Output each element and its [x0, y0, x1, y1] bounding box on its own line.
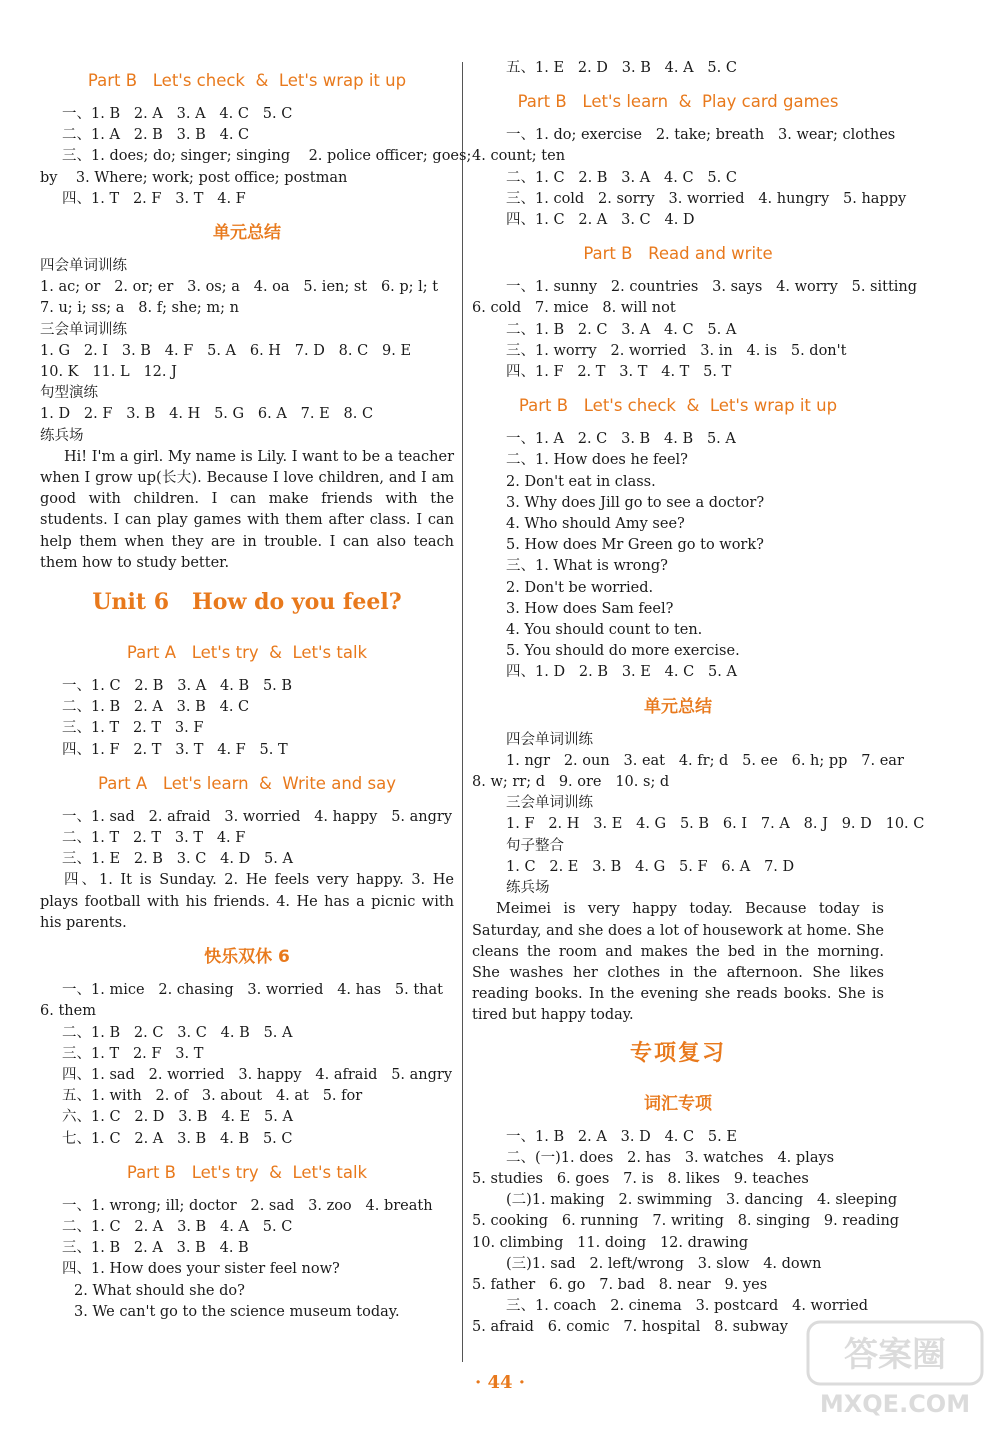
- section-heading: Part B Read and write: [583, 244, 773, 264]
- answer-line: 4. You should count to ten.: [506, 622, 703, 639]
- answer-line: 6. them: [40, 1003, 96, 1020]
- answer-line: 一、1. do; exercise 2. take; breath 3. wear; clothes: [506, 127, 896, 144]
- section-heading: Part B Let's check & Let's wrap it up: [518, 396, 838, 416]
- right-column: [472, 58, 925, 1339]
- answer-line: 二、1. B 2. C 3. A 4. C 5. A: [506, 321, 737, 338]
- answer-line: 二、1. B 2. A 3. B 4. C: [62, 699, 250, 716]
- answer-line: 五、1. E 2. D 3. B 4. A 5. C: [506, 60, 737, 76]
- answer-line: 三、1. does; do; singer; singing 2. police officer; goes;: [62, 148, 472, 165]
- answer-line: 四、1. T 2. F 3. T 4. F: [62, 190, 246, 207]
- section-heading: Part B Let's check & Let's wrap it up: [87, 71, 407, 90]
- answer-line: 六、1. C 2. D 3. B 4. E 5. A: [62, 1109, 293, 1126]
- answer-line: 一、1. sad 2. afraid 3. worried 4. happy 5. angry: [62, 808, 453, 825]
- watermark-logo: [800, 1316, 990, 1426]
- answer-line: 2. Don't eat in class.: [506, 473, 656, 490]
- answer-line: 句型演练: [40, 385, 98, 402]
- answer-line: 二、1. B 2. C 3. C 4. B 5. A: [62, 1024, 293, 1041]
- svg-text:答案圈: 答案圈: [844, 1335, 946, 1375]
- answer-line: 10. K 11. L 12. J: [40, 364, 177, 381]
- section-heading: Part A Let's learn & Write and say: [98, 773, 396, 793]
- answer-line: 四会单词训练: [40, 258, 127, 275]
- section-heading: 单元总结: [213, 223, 281, 244]
- answer-paragraph: 四、1. It is Sunday. 2. He feels very happy. 3. He plays football with his friends. 4. He has a picnic with his parents.: [40, 872, 454, 931]
- answer-line: 四、1. F 2. T 3. T 4. F 5. T: [62, 741, 288, 758]
- answer-line: 10. climbing 11. doing 12. drawing: [472, 1234, 749, 1251]
- answer-line: 四、1. sad 2. worried 3. happy 4. afraid 5. angry: [62, 1066, 453, 1083]
- answer-line: 二、1. T 2. T 3. T 4. F: [62, 830, 246, 847]
- answer-line: 句子整合: [506, 837, 564, 854]
- answer-line: 一、1. sunny 2. countries 3. says 4. worry 5. sitting: [506, 279, 918, 296]
- answer-line: 5. How does Mr Green go to work?: [506, 537, 764, 554]
- answer-line: 三、1. T 2. T 3. F: [62, 720, 204, 737]
- answer-line: 6. cold 7. mice 8. will not: [472, 300, 676, 317]
- answer-line: 3. Why does Jill go to see a doctor?: [506, 494, 765, 511]
- answer-line: 5. cooking 6. running 7. writing 8. singing 9. reading: [472, 1213, 900, 1230]
- answer-line: 1. C 2. E 3. B 4. G 5. F 6. A 7. D: [506, 858, 795, 875]
- answer-line: 一、1. mice 2. chasing 3. worried 4. has 5. that: [62, 982, 443, 999]
- answer-line: 三、1. B 2. A 3. B 4. B: [62, 1240, 249, 1257]
- answer-line: 练兵场: [506, 880, 550, 897]
- answer-line: 一、1. wrong; ill; doctor 2. sad 3. zoo 4. breath: [62, 1197, 433, 1214]
- section-heading: Part B Let's learn & Play card games: [517, 92, 839, 112]
- answer-line: 一、1. B 2. A 3. A 4. C 5. C: [62, 106, 293, 122]
- answer-paragraph: Hi! I'm a girl. My name is Lily. I want to be a teacher when I grow up(长大). Because I love children, and I am good with children. I can make friends with the students. I can play games with them after class. I can help them when they are in trouble. I can also teach them how to study better.: [40, 448, 454, 571]
- watermark-text: MXQE.COM: [819, 1390, 971, 1418]
- answer-line: 三、1. coach 2. cinema 3. postcard 4. worried: [506, 1298, 869, 1315]
- answer-line: 四、1. F 2. T 3. T 4. T 5. T: [506, 364, 732, 381]
- section-heading: 词汇专项: [644, 1093, 712, 1114]
- answer-line: 1. ac; or 2. or; er 3. os; a 4. oa 5. ien; st 6. p; l; t: [40, 279, 439, 296]
- answer-line: 四、1. D 2. B 3. E 4. C 5. A: [506, 664, 737, 681]
- answer-line: 7. u; i; ss; a 8. f; she; m; n: [40, 300, 239, 317]
- answer-line: 三、1. T 2. F 3. T: [62, 1045, 204, 1062]
- answer-line: 2. Don't be worried.: [506, 579, 654, 596]
- answer-line: 一、1. C 2. B 3. A 4. B 5. B: [62, 678, 293, 695]
- answer-line: 5. father 6. go 7. bad 8. near 9. yes: [472, 1276, 768, 1293]
- answer-line: 七、1. C 2. A 3. B 4. B 5. C: [62, 1130, 293, 1147]
- answer-line: 三、1. E 2. B 3. C 4. D 5. A: [62, 851, 293, 868]
- answer-line: 4. count; ten: [472, 148, 566, 165]
- answer-line: 三、1. What is wrong?: [506, 558, 668, 575]
- answer-line: 5. You should do more exercise.: [506, 643, 740, 660]
- chapter-title: 专项复习: [629, 1040, 726, 1066]
- answer-line: 四、1. How does your sister feel now?: [62, 1261, 340, 1278]
- answer-line: 1. G 2. I 3. B 4. F 5. A 6. H 7. D 8. C 9. E: [40, 342, 412, 359]
- answer-line: 二、(一)1. does 2. has 3. watches 4. plays: [506, 1149, 835, 1166]
- answer-line: 8. w; rr; d 9. ore 10. s; d: [472, 774, 670, 791]
- answer-line: 5. studies 6. goes 7. is 8. likes 9. teaches: [472, 1170, 809, 1187]
- section-heading: 快乐双休 6: [204, 947, 290, 968]
- answer-line: 4. Who should Amy see?: [506, 516, 685, 533]
- answer-line: 三、1. worry 2. worried 3. in 4. is 5. don't: [506, 342, 847, 359]
- answer-line: 5. afraid 6. comic 7. hospital 8. subway: [472, 1319, 788, 1336]
- answer-line: 练兵场: [40, 427, 84, 444]
- answer-line: 二、1. C 2. A 3. B 4. A 5. C: [62, 1218, 293, 1235]
- column-divider: [462, 62, 463, 1362]
- section-heading: Part B Let's try & Let's talk: [126, 1162, 368, 1182]
- answer-paragraph: Meimei is very happy today. Because today is Saturday, and she does a lot of housework at home. She cleans the room and makes the bed in the morning. She washes her clothes in the afternoon. She likes reading books. In the evening she reads books. She is tired but happy today.: [472, 901, 884, 1024]
- answer-line: 2. What should she do?: [74, 1282, 245, 1299]
- answer-line: 二、1. How does he feel?: [506, 452, 688, 469]
- answer-line: (三)1. sad 2. left/wrong 3. slow 4. down: [506, 1255, 822, 1272]
- unit-title: Unit 6 How do you feel?: [92, 589, 402, 616]
- answer-line: 3. We can't go to the science museum today.: [74, 1303, 400, 1320]
- answer-line: 三会单词训练: [40, 321, 127, 338]
- answer-line: (二)1. making 2. swimming 3. dancing 4. sleeping: [506, 1192, 898, 1209]
- answer-line: 三、1. cold 2. sorry 3. worried 4. hungry 5. happy: [506, 190, 907, 207]
- section-heading: 单元总结: [644, 696, 712, 717]
- answer-line: 二、1. C 2. B 3. A 4. C 5. C: [506, 169, 737, 186]
- answer-line: 1. D 2. F 3. B 4. H 5. G 6. A 7. E 8. C: [40, 406, 374, 423]
- answer-line: 1. F 2. H 3. E 4. G 5. B 6. I 7. A 8. J 9. D 10. C: [506, 816, 925, 833]
- answer-line: 五、1. with 2. of 3. about 4. at 5. for: [62, 1088, 363, 1105]
- left-column: [40, 58, 472, 1323]
- answer-line: by 3. Where; work; post office; postman: [40, 169, 348, 186]
- answer-line: 一、1. B 2. A 3. D 4. C 5. E: [506, 1128, 737, 1145]
- answer-line: 3. How does Sam feel?: [506, 600, 674, 617]
- answer-line: 三会单词训练: [506, 795, 593, 812]
- answer-line: 1. ngr 2. oun 3. eat 4. fr; d 5. ee 6. h; pp 7. ear: [506, 752, 904, 769]
- page-number: · 44 ·: [474, 1372, 526, 1393]
- answer-line: 四、1. C 2. A 3. C 4. D: [506, 212, 695, 229]
- section-heading: Part A Let's try & Let's talk: [126, 643, 368, 663]
- answer-line: 一、1. A 2. C 3. B 4. B 5. A: [506, 431, 736, 448]
- answer-line: 四会单词训练: [506, 731, 593, 748]
- answer-line: 二、1. A 2. B 3. B 4. C: [62, 127, 250, 144]
